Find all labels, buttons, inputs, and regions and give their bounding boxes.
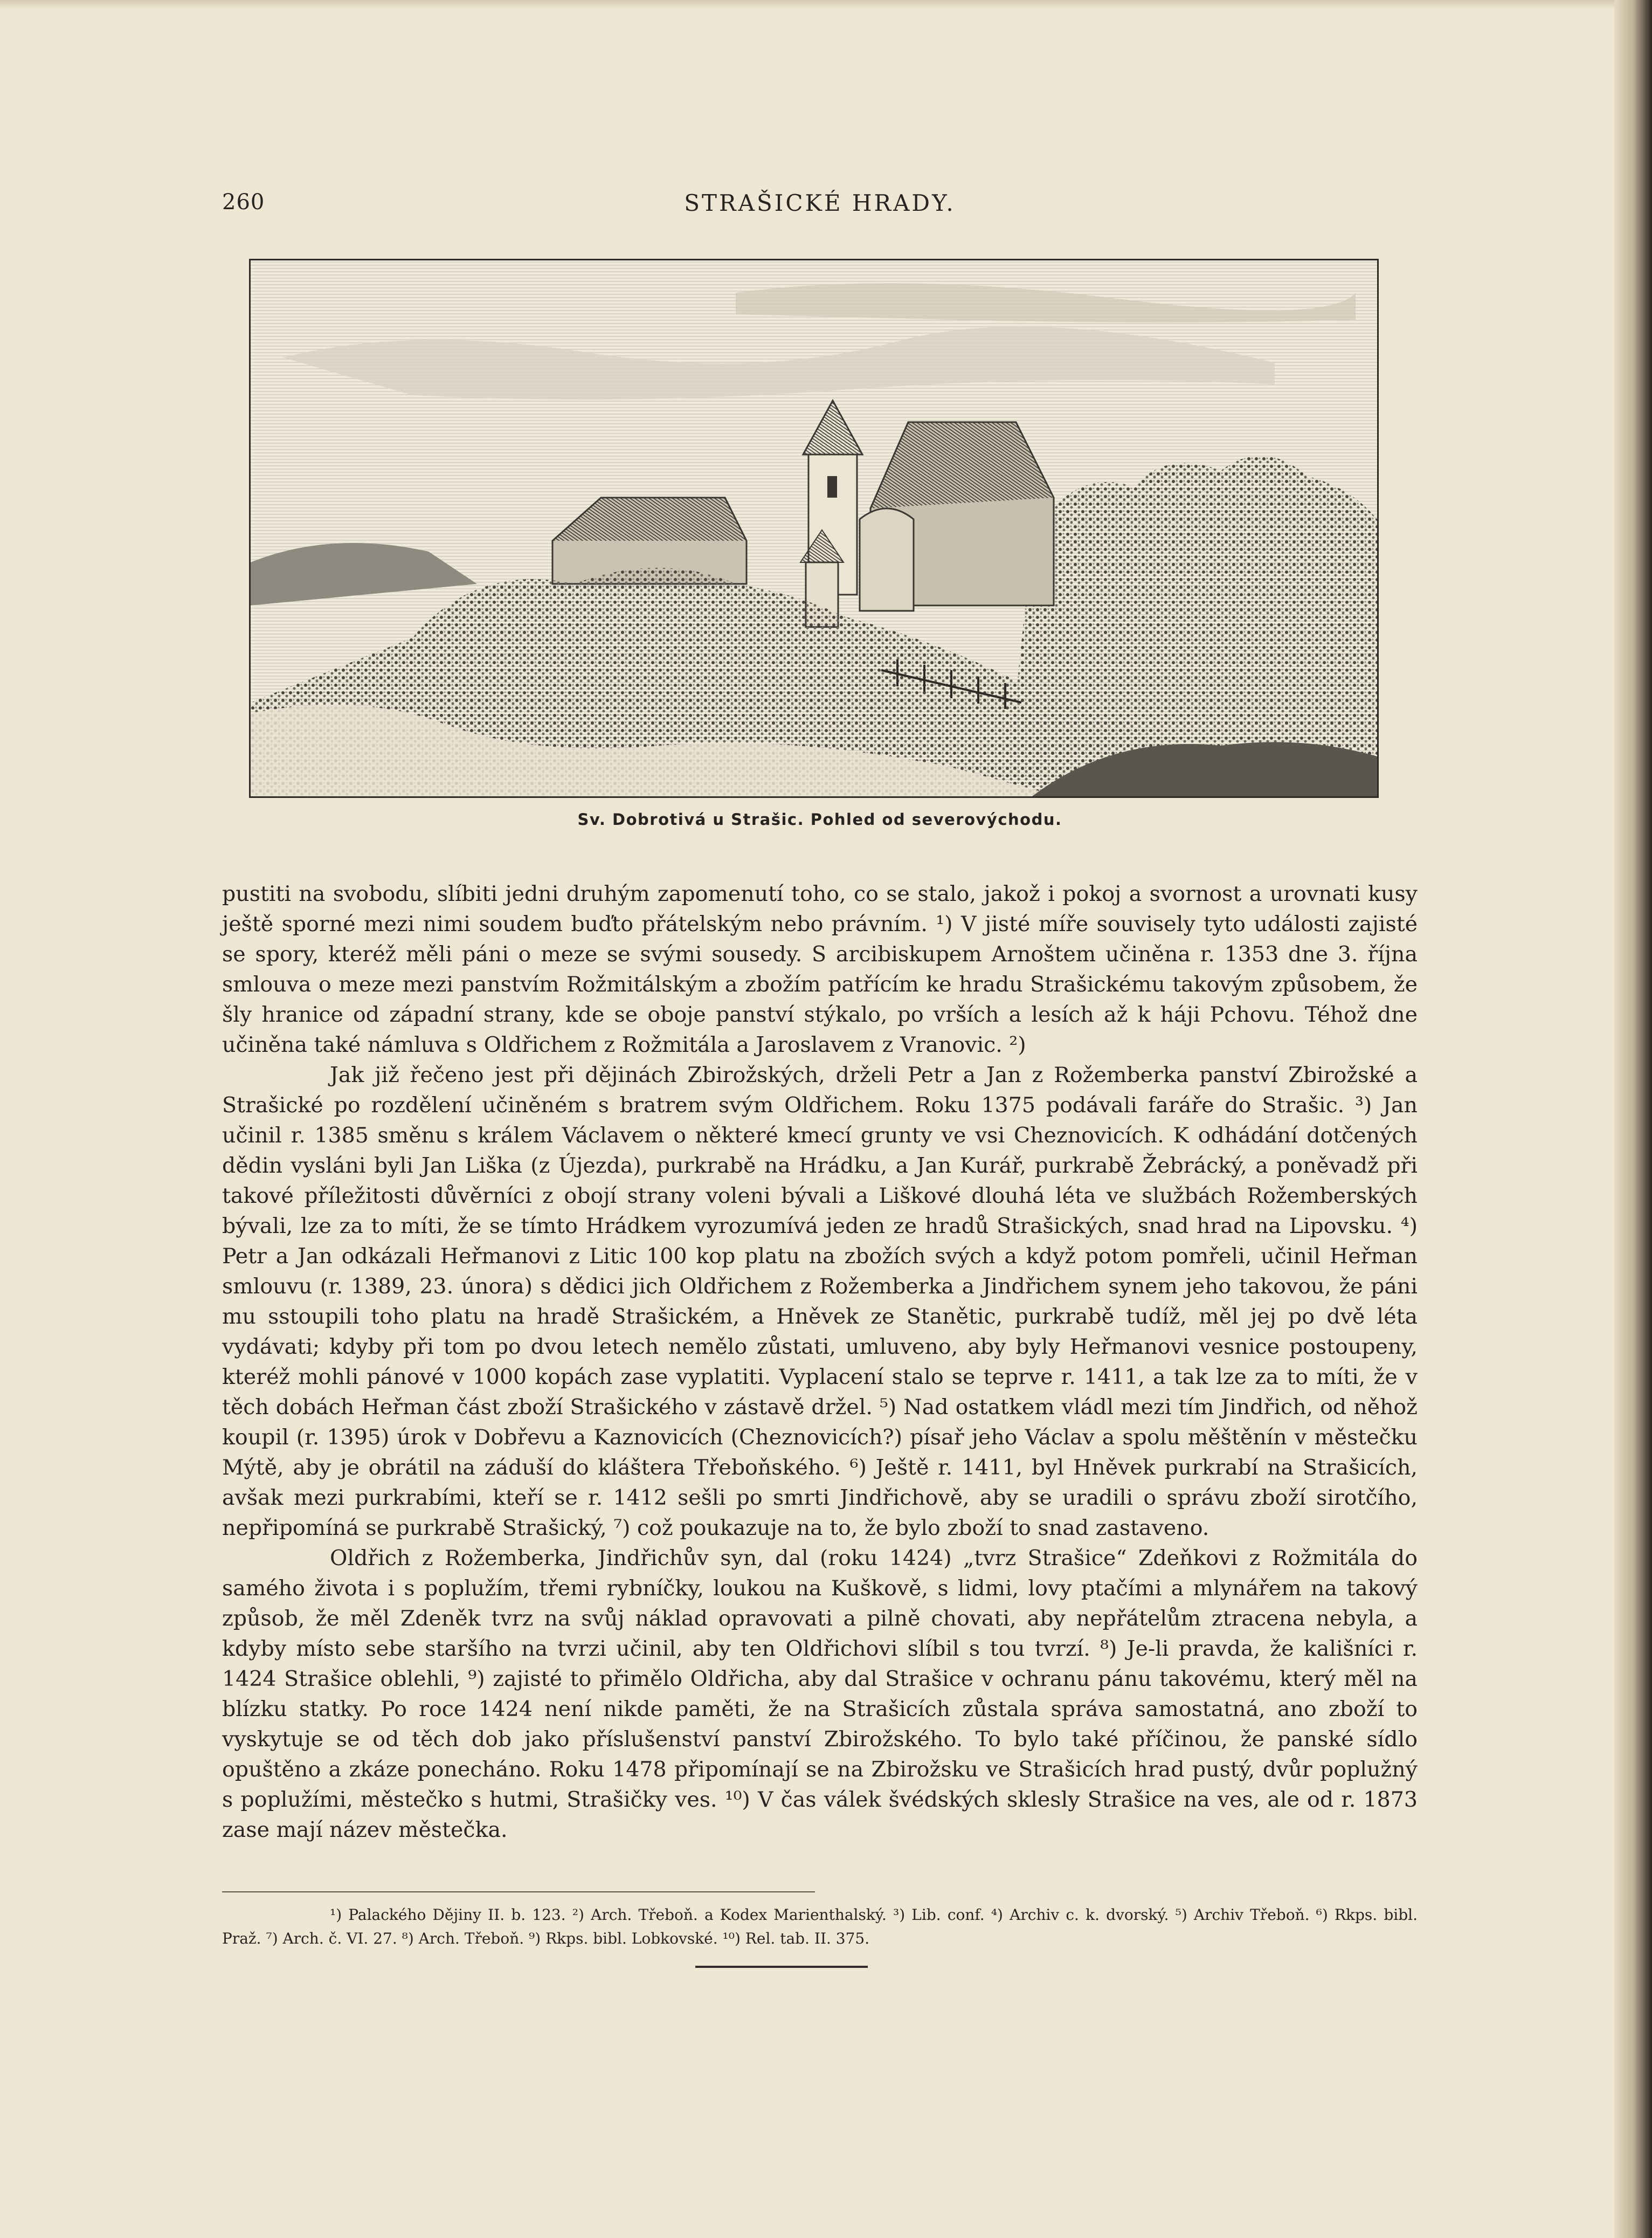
paragraph: Jak již řečeno jest při dějinách Zbirožských, drželi Petr a Jan z Rožemberka panství Zbirožské a Strašické po rozdělení učiněném s bratrem svým Oldřichem. Roku 1375 podávali faráře do Strašic. ³) Jan učinil r. 1385 směnu s králem Václavem o některé kmecí grunty ve vsi Cheznovicích. K odhádání dotčených dědin vysláni byli Jan Liška (z Újezda), purkrabě na Hrádku, a Jan Kurář, purkrabě Žebrácký, a poněvadž při takové příležitosti důvěrníci z obojí strany voleni bývali a Liškové dlouhá léta ve službách Rožemberských bývali, lze za to míti, že se tímto Hrádkem vyrozumívá jeden ze hradů Strašických, snad hrad na Lipovsku. ⁴) Petr a Jan odkázali Heřmanovi z Litic 100 kop platu na zbožích svých a když potom pomřeli, učinil Heřman smlouvu (r. 1389, 23. února) s dědici jich Oldřichem z Rožemberka a Jindřichem synem jeho takovou, že páni mu sstoupili toho platu na hradě Strašickém, a Hněvek ze Stanětic, purkrabě tudíž, měl jej po dvě léta vydávati; kdyby při tom po dvou letech nemělo zůstati, umluveno, aby byly Heřmanovi vesnice postoupeny, kteréž mohli pánové v 1000 kopách zase vyplatiti. Vyplacení stalo se teprve r. 1411, a tak lze za to míti, že v těch dobách Heřman část zboží Strašického v zástavě držel. ⁵) Nad ostatkem vládl mezi tím Jindřich, od něhož koupil (r. 1395) úrok v Dobřevu a Kaznovicích (Cheznovicích?) písař jeho Václav a spolu měštěnín v městečku Mýtě, aby je obrátil na záduší do kláštera Třeboňského. ⁶) Ještě r. 1411, byl Hněvek purkrabí na Strašicích, avšak mezi purkrabími, kteří se r. 1412 sešli po smrti Jindřichově, aby se uradili o správu zboží sirotčího, nepřipomíná se purkrabě Strašický, ⁷) což poukazuje na to, že bylo zboží to snad zastaveno. [222, 1063, 1418, 1540]
footnote-separator [222, 1891, 815, 1892]
paragraph: Oldřich z Rožemberka, Jindřichův syn, dal (roku 1424) „tvrz Strašice“ Zdeňkovi z Rožmitála do samého života i s poplužím, třemi rybníčky, loukou na Kuškově, s lidmi, lovy ptačími a mlynářem na takový způsob, že měl Zdeněk tvrz na svůj náklad opravovati a pilně chovati, aby nepřátelům ztracena nebyla, a kdyby místo sebe staršího na tvrzi učinil, aby ten Oldřichovi slíbil s tou tvrzí. ⁸) Je-li pravda, že kališníci r. 1424 Strašice oblehli, ⁹) zajisté to přimělo Oldřicha, aby dal Strašice v ochranu pánu takovému, který měl na blízku statky. Po roce 1424 není nikde paměti, že na Strašicích zůstala správa samostatná, ano zboží to vyskytuje se od těch dob jako příslušenství panství Zbirožského. To bylo také příčinou, že panské sídlo opuštěno a zkáze ponecháno. Roku 1478 připomínají se na Zbirožsku ve Strašicích hrad pustý, dvůr poplužný s poplužími, městečko s hutmi, Strašičky ves. ¹⁰) V čas válek švédských sklesly Strašice na ves, ale od r. 1873 zase mají název městečka. [222, 1546, 1418, 1842]
figure-caption: Sv. Dobrotivá u Strašic. Pohled od severovýchodu. [577, 810, 1062, 829]
footnote-text: ¹) Palackého Dějiny II. b. 123. ²) Arch. Třeboň. a Kodex Marienthalský. ³) Lib. conf. ⁴) Archiv c. k. dvorský. ⁵) Archiv Třeboň. ⁶) Rkps. bibl. Praž. ⁷) Arch. č. VI. 27. ⁸) Arch. Třeboň. ⁹) Rkps. bibl. Lobkovské. ¹⁰) Rel. tab. II. 375. [222, 1906, 1418, 1947]
page-top-edge [0, 0, 1652, 10]
running-head [222, 190, 1418, 222]
engraving-illustration [249, 259, 1379, 798]
church-on-hill-engraving [251, 260, 1377, 796]
paragraph: pustiti na svobodu, slíbiti jedni druhým zapomenutí toho, co se stalo, jakož i pokoj a svornost a urovnati kusy ještě sporné mezi nimi soudem buďto přátelským nebo právním. ¹) V jisté míře souvisely tyto události zajisté se spory, kteréž měli páni o meze se svými sousedy. S arcibiskupem Arnoštem učiněna r. 1353 dne 3. října smlouva o meze mezi panstvím Rožmitálským a zbožím patřícím ke hradu Strašickému takovým způsobem, že šly hranice od západní strany, kde se oboje panství stýkalo, po vrších a lesích až k háji Pchovu. Téhož dne učiněna také námluva s Oldřichem z Rožmitála a Jaroslavem z Vranovic. ²) [222, 882, 1418, 1057]
end-ornament-rule [695, 1966, 868, 1968]
book-gutter-shadow [1614, 0, 1652, 2238]
footnotes [222, 1903, 1418, 1951]
running-title: STRAŠICKÉ HRADY. [684, 190, 956, 216]
page-number: 260 [222, 190, 265, 215]
body-text [222, 879, 1418, 1845]
